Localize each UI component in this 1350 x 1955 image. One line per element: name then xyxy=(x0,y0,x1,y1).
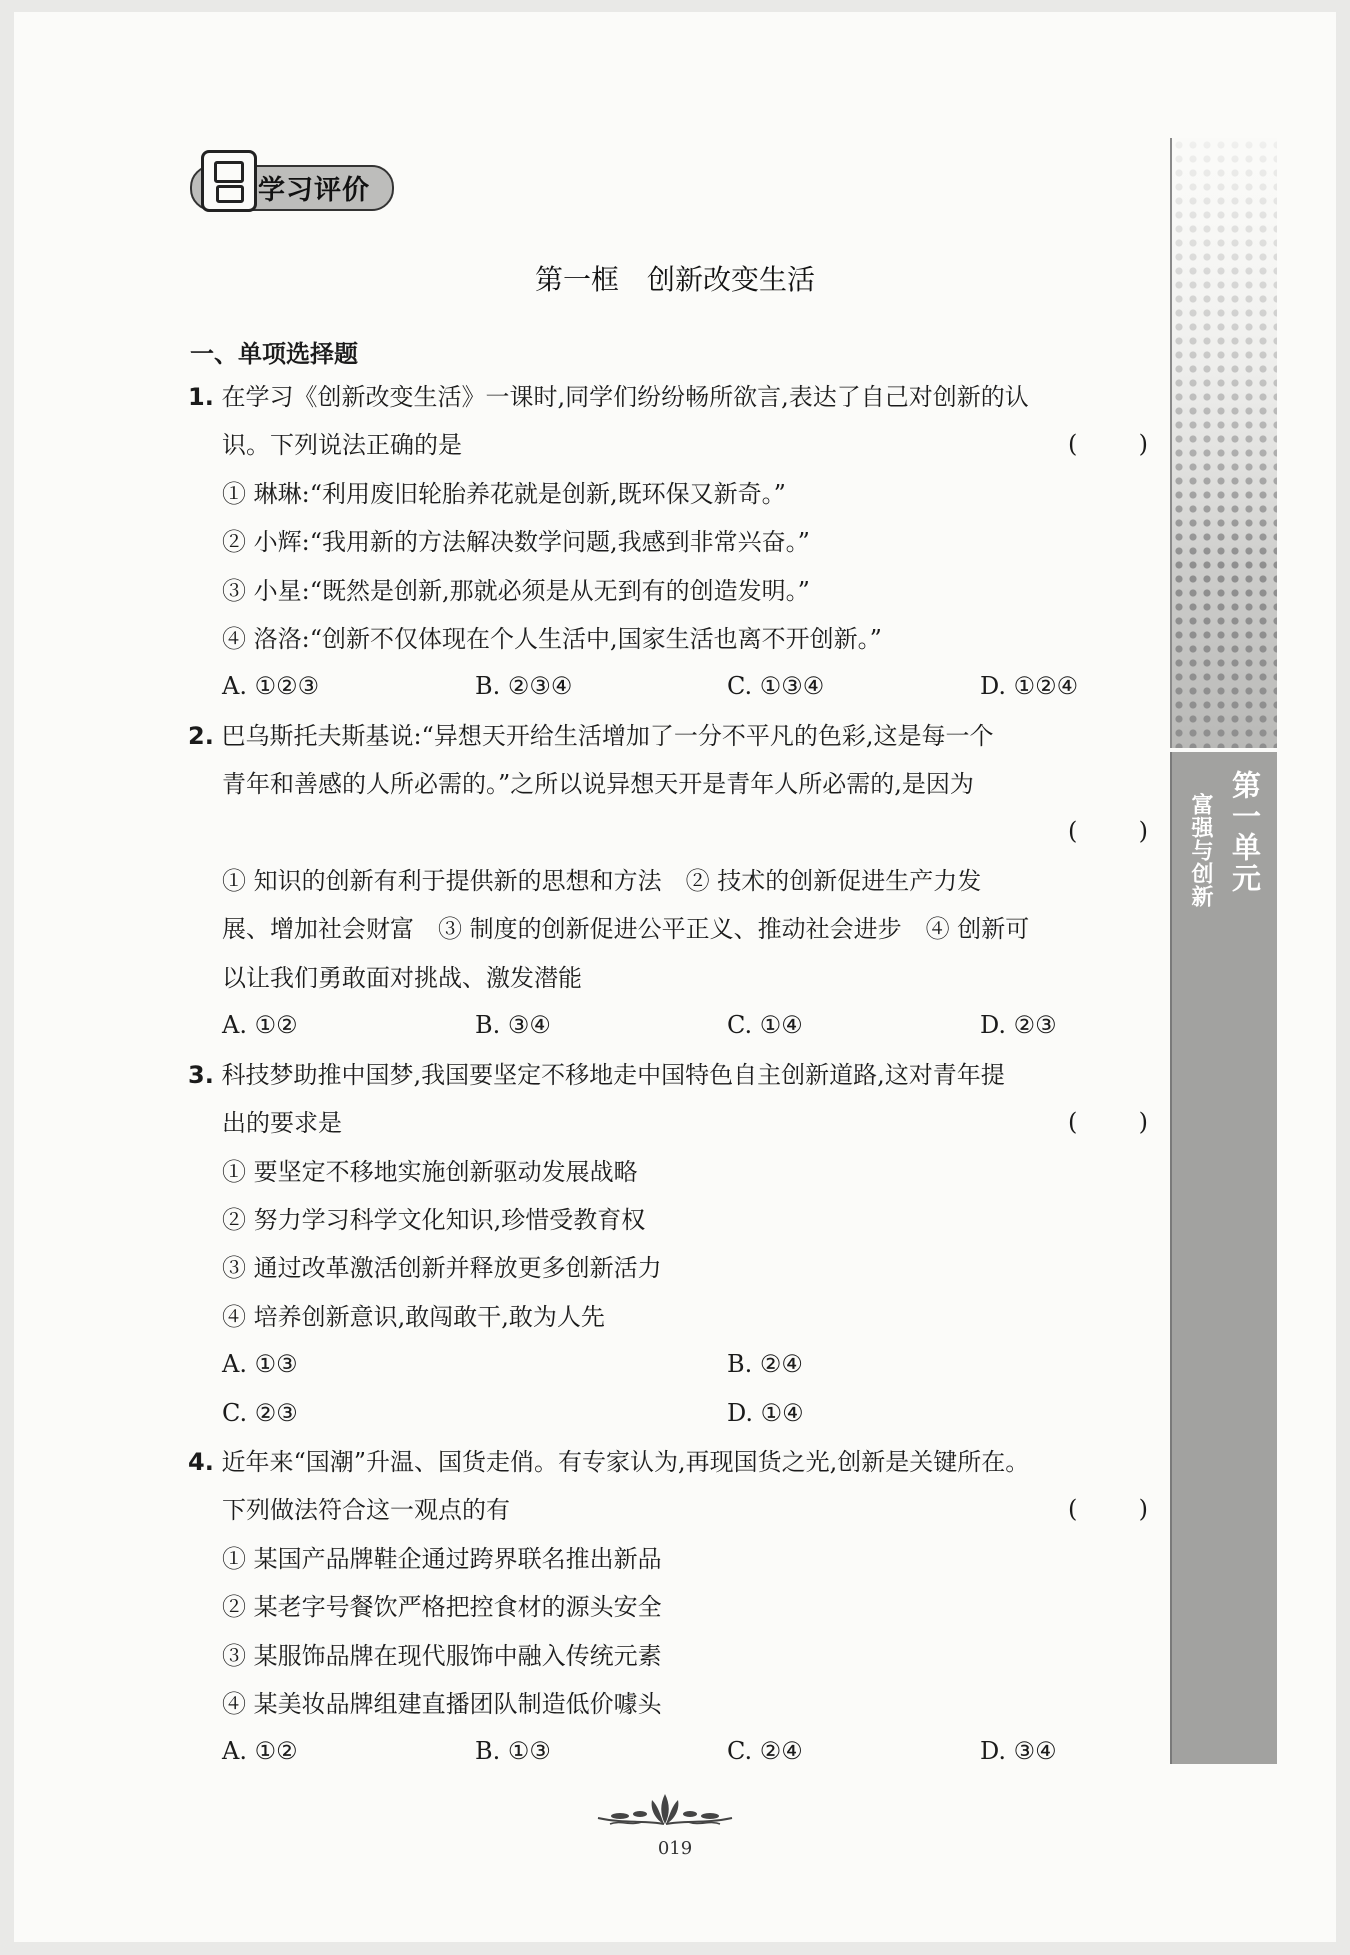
page-number: 019 xyxy=(657,1838,693,1859)
frame-title-number: 第一框 xyxy=(534,263,619,296)
statement: ③ 某服饰品牌在现代服饰中融入传统元素 xyxy=(222,1642,662,1670)
option-b: B. ①③ xyxy=(475,1737,551,1765)
footer-ornament xyxy=(590,1790,740,1830)
answer-blank: ( ) xyxy=(1068,1495,1148,1523)
question-3-line-1 xyxy=(188,1060,1005,1090)
statement: 展、增加社会财富 ③ 制度的创新促进公平正义、推动社会进步 ④ 创新可 xyxy=(222,915,1030,943)
statement: ① 知识的创新有利于提供新的思想和方法 ② 技术的创新促进生产力发 xyxy=(222,867,982,895)
frame-title xyxy=(0,258,1350,298)
statement: ③ 通过改革激活创新并释放更多创新活力 xyxy=(222,1254,662,1282)
option-d: D. ③④ xyxy=(980,1737,1057,1765)
statement: ② 小辉:“我用新的方法解决数学问题,我感到非常兴奋。” xyxy=(222,528,810,556)
option-b: B. ②④ xyxy=(727,1350,803,1378)
frame-title-text: 创新改变生活 xyxy=(647,263,816,296)
notebook-icon xyxy=(201,150,257,212)
option-d: D. ①②④ xyxy=(980,672,1079,700)
page-sheet xyxy=(14,12,1336,1942)
option-a: A. ①③ xyxy=(222,1350,298,1378)
question-number: 4. xyxy=(188,1448,214,1476)
statement: ① 琳琳:“利用废旧轮胎养花就是创新,既环保又新奇。” xyxy=(222,480,786,508)
question-4-line-1 xyxy=(188,1447,1029,1477)
option-c: C. ①③④ xyxy=(727,672,825,700)
option-c: C. ①④ xyxy=(727,1011,803,1039)
statement: ④ 洛洛:“创新不仅体现在个人生活中,国家生活也离不开创新。” xyxy=(222,625,882,653)
answer-blank: ( ) xyxy=(1068,1108,1148,1136)
statement: ④ 某美妆品牌组建直播团队制造低价噱头 xyxy=(222,1690,662,1718)
side-tab-pattern xyxy=(1170,138,1277,748)
header-badge-label: 学习评价 xyxy=(258,175,370,206)
option-d: D. ②③ xyxy=(980,1011,1057,1039)
statement: ③ 小星:“既然是创新,那就必须是从无到有的创造发明。” xyxy=(222,577,810,605)
statement: ② 努力学习科学文化知识,珍惜受教育权 xyxy=(222,1206,646,1234)
option-a: A. ①② xyxy=(222,1737,298,1765)
question-text: 巴乌斯托夫斯基说:“异想天开给生活增加了一分不平凡的色彩,这是每一个 xyxy=(221,722,994,750)
answer-blank: ( ) xyxy=(1068,430,1148,458)
question-text: 近年来“国潮”升温、国货走俏。有专家认为,再现国货之光,创新是关键所在。 xyxy=(221,1448,1030,1476)
option-c: C. ②③ xyxy=(222,1399,298,1427)
question-number: 3. xyxy=(188,1061,214,1089)
section-heading: 一、单项选择题 xyxy=(190,340,358,368)
option-b: B. ②③④ xyxy=(475,672,573,700)
question-2-line-2: 青年和善感的人所必需的。”之所以说异想天开是青年人所必需的,是因为 xyxy=(222,770,974,798)
side-tab-topic: 富强与创新 xyxy=(1188,793,1213,908)
statement: ④ 培养创新意识,敢闯敢干,敢为人先 xyxy=(222,1303,605,1331)
statement: ① 要坚定不移地实施创新驱动发展战略 xyxy=(222,1158,638,1186)
question-1-line-1 xyxy=(188,382,1029,412)
option-d: D. ①④ xyxy=(727,1399,804,1427)
option-b: B. ③④ xyxy=(475,1011,551,1039)
side-tab-unit: 第一单元 xyxy=(1228,770,1262,894)
question-3-line-2: 出的要求是 xyxy=(222,1109,342,1137)
question-number: 2. xyxy=(188,722,214,750)
option-a: A. ①②③ xyxy=(222,672,320,700)
option-a: A. ①② xyxy=(222,1011,298,1039)
question-2-line-1 xyxy=(188,721,993,751)
option-c: C. ②④ xyxy=(727,1737,803,1765)
question-4-line-2: 下列做法符合这一观点的有 xyxy=(222,1496,510,1524)
question-text: 科技梦助推中国梦,我国要坚定不移地走中国特色自主创新道路,这对青年提 xyxy=(221,1061,1005,1089)
statement: ① 某国产品牌鞋企通过跨界联名推出新品 xyxy=(222,1545,662,1573)
question-text: 在学习《创新改变生活》一课时,同学们纷纷畅所欲言,表达了自己对创新的认 xyxy=(221,383,1029,411)
answer-blank: ( ) xyxy=(1068,817,1148,845)
statement: 以让我们勇敢面对挑战、激发潜能 xyxy=(222,964,582,992)
question-number: 1. xyxy=(188,383,214,411)
statement: ② 某老字号餐饮严格把控食材的源头安全 xyxy=(222,1593,662,1621)
question-1-line-2: 识。下列说法正确的是 xyxy=(222,431,462,459)
